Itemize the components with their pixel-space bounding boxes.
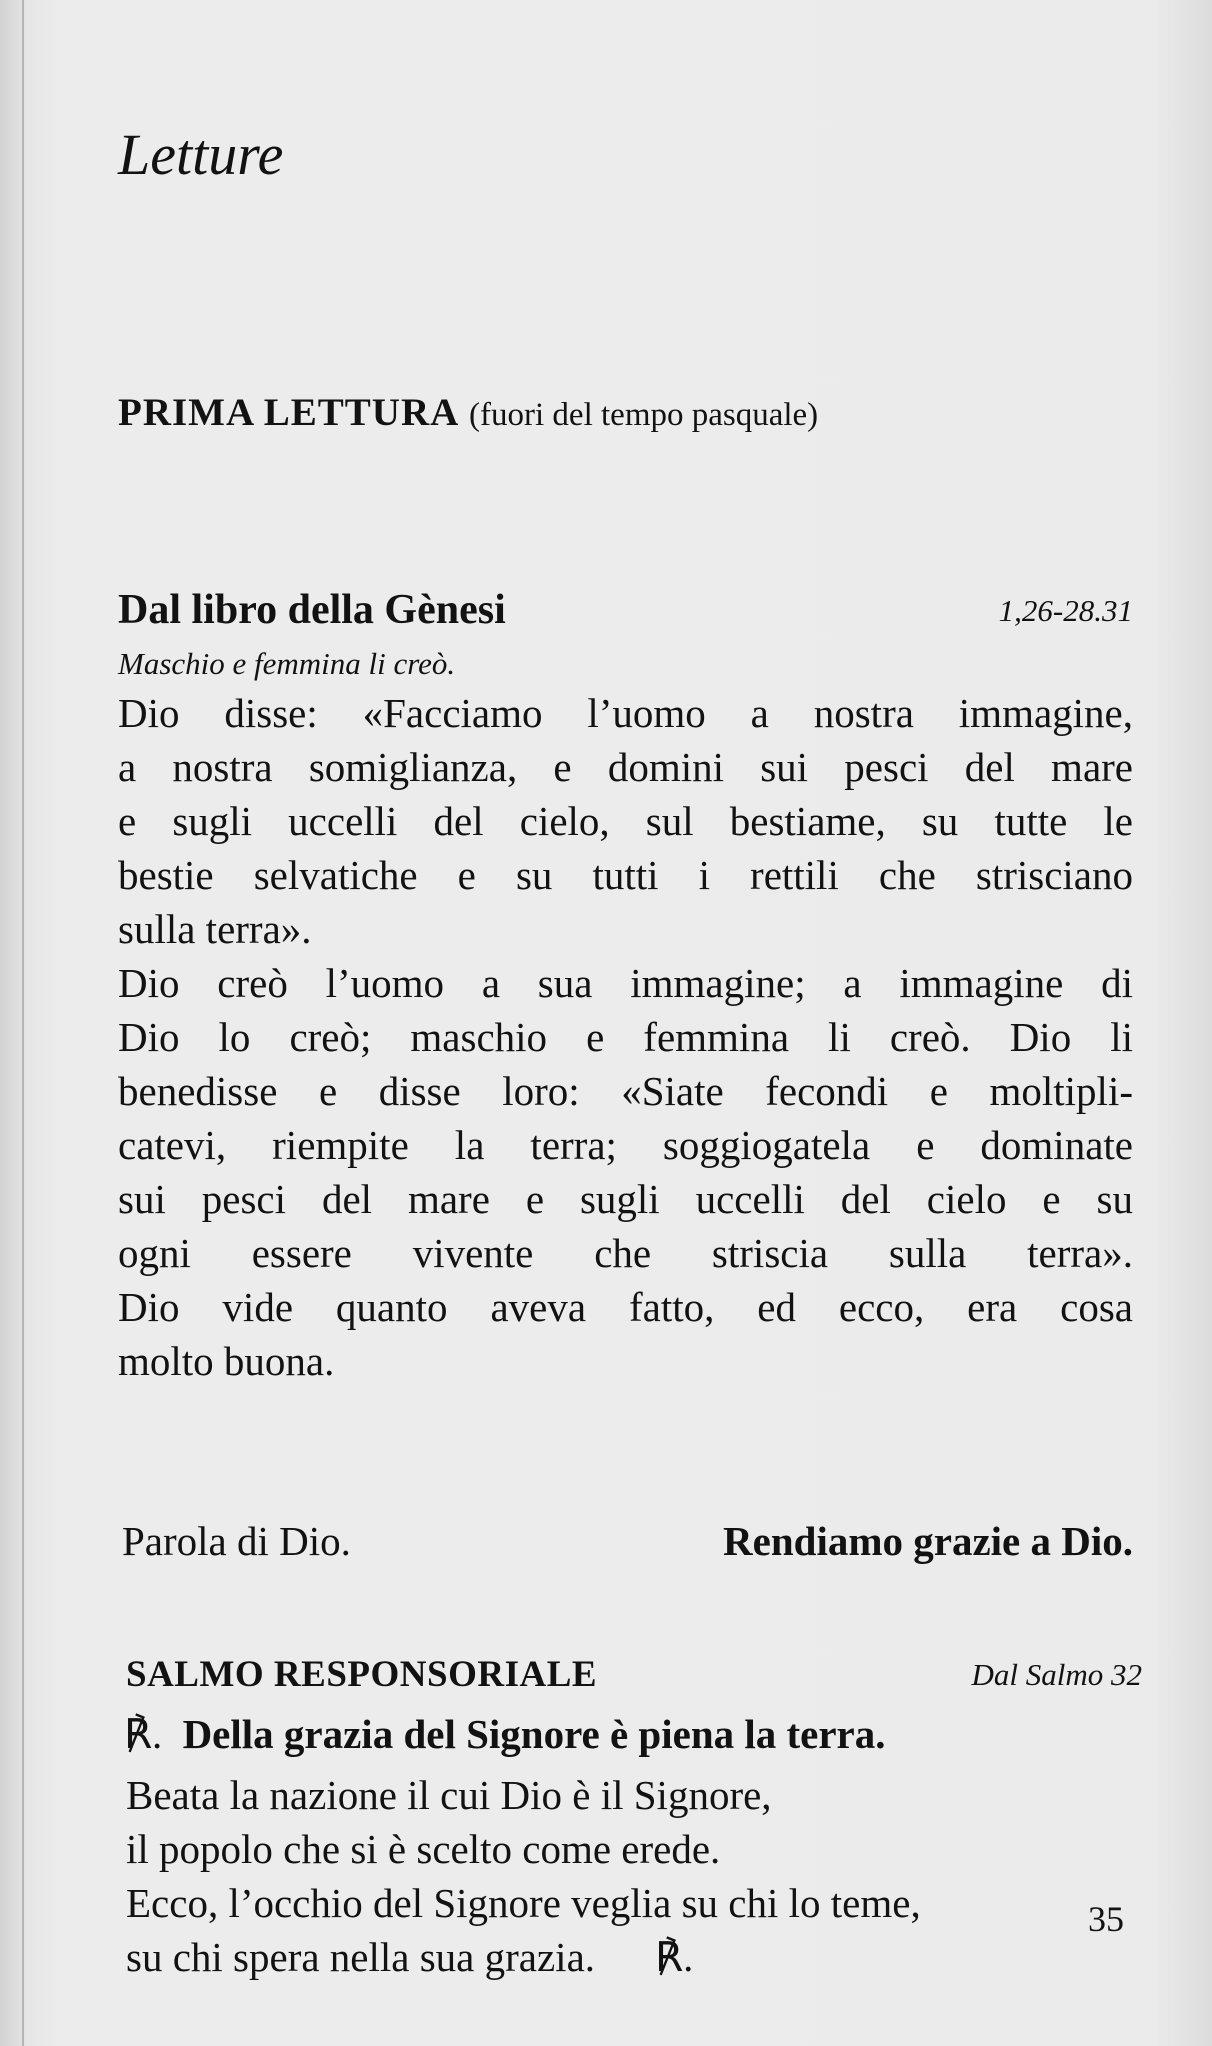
reading-line: catevi, riempite la terra; soggiogatela e dominate	[118, 1122, 1133, 1168]
reading-line: sulla terra».	[118, 906, 312, 952]
reading-line: e sugli uccelli del cielo, sul bestiame, su tutte le	[118, 798, 1133, 844]
psalm-refrain	[124, 1706, 886, 1762]
page-number: 35	[1088, 1899, 1124, 1939]
reading-note: (fuori del tempo pasquale)	[469, 397, 819, 433]
reading-line: Dio disse: «Facciamo l’uomo a nostra immagine,	[118, 690, 1133, 736]
response-symbol: ℟.	[124, 1711, 163, 1757]
closing-response: Rendiamo grazie a Dio.	[723, 1518, 1133, 1564]
reading-label-row	[118, 388, 1133, 440]
reading-body	[118, 686, 1133, 1388]
psalm-line-last	[126, 1930, 1126, 1984]
book-spine-edge	[22, 0, 24, 2046]
reading-line: Dio vide quanto aveva fatto, ed ecco, era cosa	[118, 1284, 1133, 1330]
psalm-line: Ecco, l’occhio del Signore veglia su chi lo teme,	[126, 1880, 921, 1926]
psalm-line: Beata la nazione il cui Dio è il Signore,	[126, 1772, 772, 1818]
reading-line: bestie selvatiche e su tutti i rettili che strisciano	[118, 852, 1133, 898]
closing-acclamation: Parola di Dio.	[122, 1518, 351, 1564]
end-response-symbol: ℟.	[655, 1934, 694, 1980]
psalm-line: il popolo che si è scelto come erede.	[126, 1826, 721, 1872]
reading-closing	[118, 1514, 1133, 1570]
reading-line: molto buona.	[118, 1338, 335, 1384]
section-title: Letture	[118, 122, 284, 187]
reading-subtitle: Maschio e femmina li creò.	[118, 646, 456, 681]
reading-line: sui pesci del mare e sugli uccelli del cielo e su	[118, 1176, 1133, 1222]
psalm-line-text: su chi spera nella sua grazia.	[126, 1934, 596, 1980]
psalm-label: SALMO RESPONSORIALE	[126, 1654, 598, 1695]
reading-header	[118, 582, 1133, 642]
psalm-header	[126, 1650, 1142, 1702]
book-title: Dal libro della Gènesi	[118, 587, 506, 633]
psalm-reference: Dal Salmo 32	[971, 1657, 1142, 1692]
reading-line: a nostra somiglianza, e domini sui pesci del mare	[118, 744, 1133, 790]
reading-label: PRIMA LETTURA	[118, 391, 460, 434]
reading-line: Dio creò l’uomo a sua immagine; a immagine di	[118, 960, 1133, 1006]
reading-line: benedisse e disse loro: «Siate fecondi e moltipli-	[118, 1068, 1133, 1114]
refrain-text: Della grazia del Signore è piena la terra.	[182, 1711, 886, 1757]
psalm-body	[126, 1768, 1126, 1984]
reading-line: ogni essere vivente che striscia sulla terra».	[118, 1230, 1133, 1276]
reading-line: Dio lo creò; maschio e femmina li creò. Dio li	[118, 1014, 1133, 1060]
book-reference: 1,26-28.31	[998, 593, 1133, 628]
